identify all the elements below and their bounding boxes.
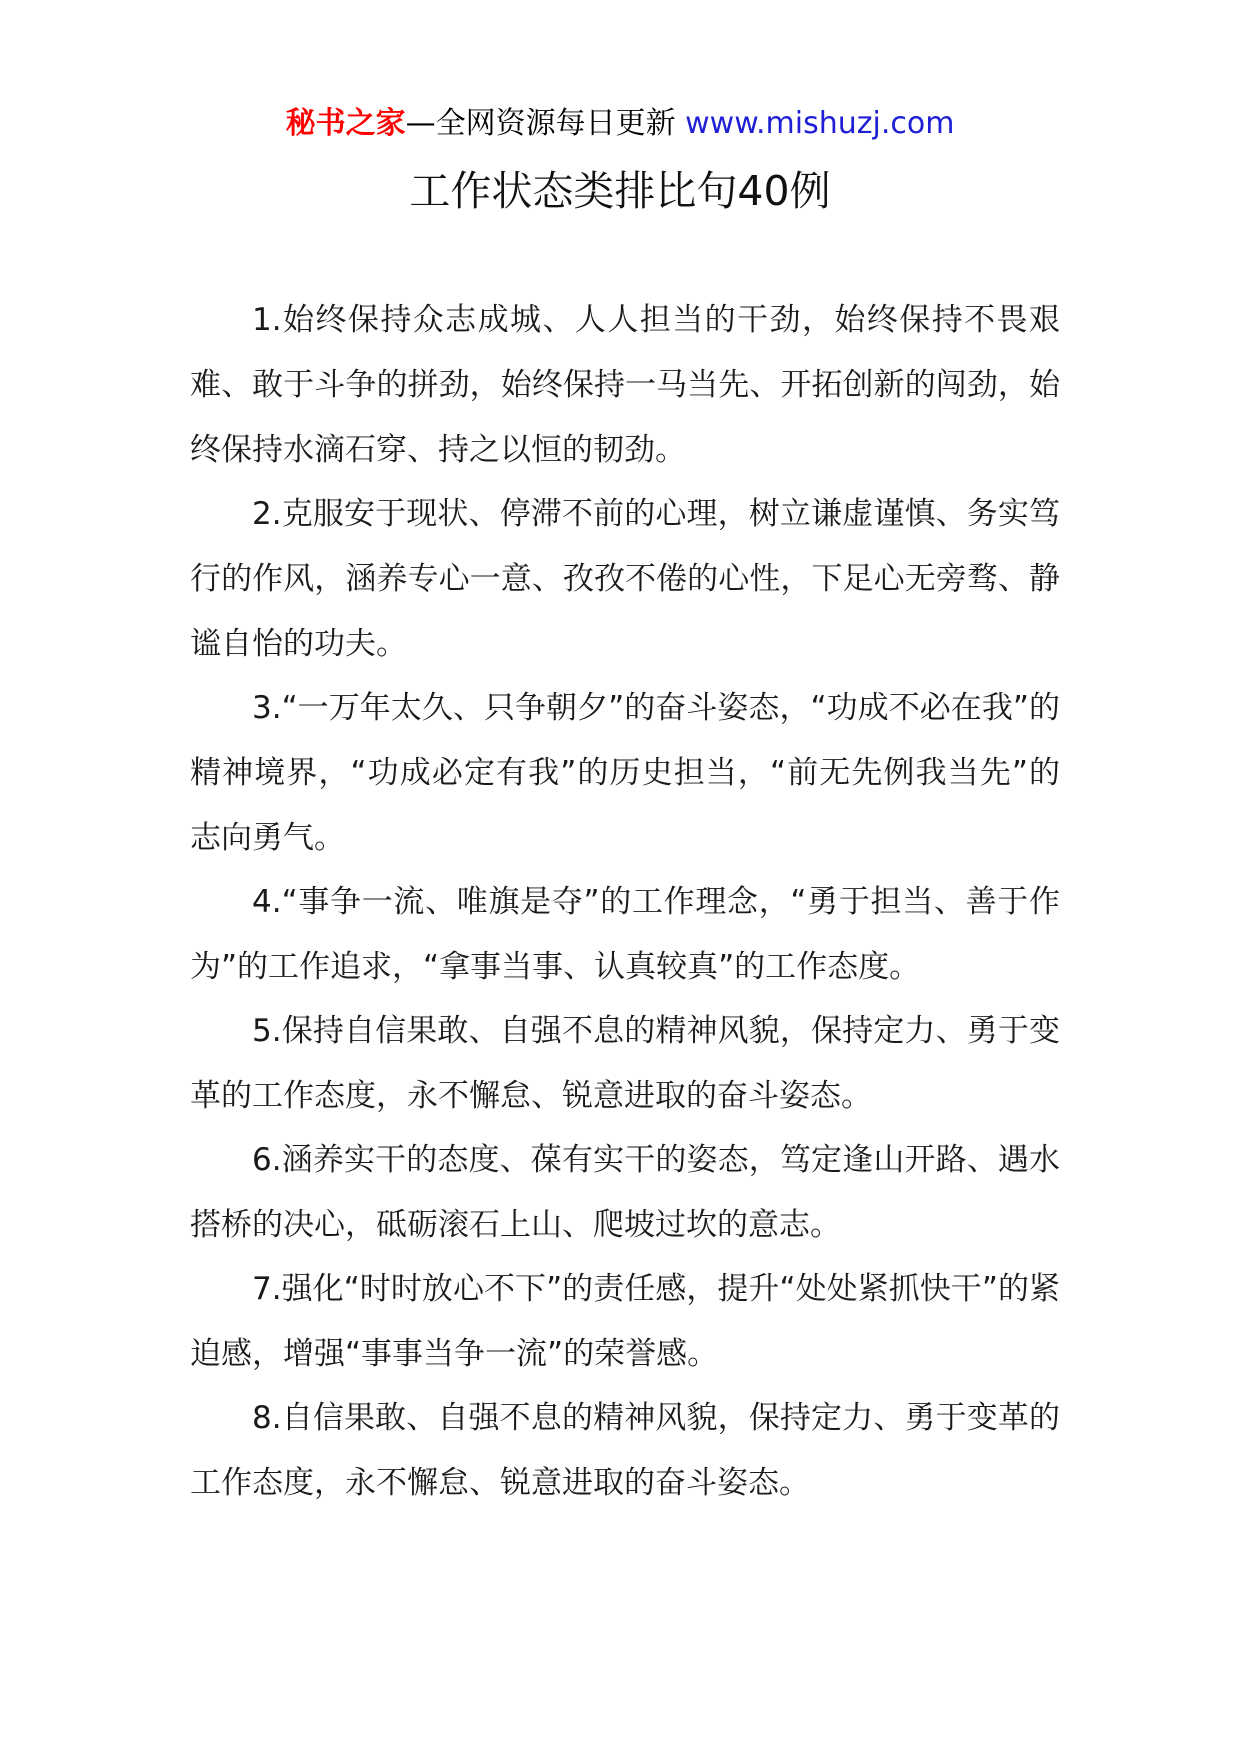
site-name: 秘书之家 xyxy=(285,106,406,141)
paragraph-1: 1.始终保持众志成城、人人担当的干劲，始终保持不畏艰难、敢于斗争的拼劲，始终保持一马当先、开拓创新的闯劲，始终保持水滴石穿、持之以恒的韧劲。 xyxy=(190,302,1060,468)
paragraph-2: 2.克服安于现状、停滞不前的心理，树立谦虚谨慎、务实笃行的作风，涵养专心一意、孜孜不倦的心性，下足心无旁骛、静谧自怡的功夫。 xyxy=(190,496,1060,662)
document-body xyxy=(190,288,1060,1515)
paragraph-6: 6.涵养实干的态度、葆有实干的姿态，笃定逢山开路、遇水搭桥的决心，砥砺滚石上山、爬坡过坎的意志。 xyxy=(190,1142,1060,1243)
paragraph-5: 5.保持自信果敢、自强不息的精神风貌，保持定力、勇于变革的工作态度，永不懈怠、锐意进取的奋斗姿态。 xyxy=(190,1013,1060,1114)
document-title: 工作状态类排比句40例 xyxy=(409,167,831,215)
paragraph-7: 7.强化“时时放心不下”的责任感，提升“处处紧抓快干”的紧迫感，增强“事事当争一流”的荣誉感。 xyxy=(190,1271,1060,1372)
site-url-link[interactable]: www.mishuzj.com xyxy=(685,106,955,141)
paragraph-4: 4.“事争一流、唯旗是夺”的工作理念，“勇于担当、善于作为”的工作追求，“拿事当事、认真较真”的工作态度。 xyxy=(190,884,1060,985)
site-slogan: —全网资源每日更新 xyxy=(405,106,686,141)
paragraph-3: 3.“一万年太久、只争朝夕”的奋斗姿态，“功成不必在我”的精神境界，“功成必定有我”的历史担当，“前无先例我当先”的志向勇气。 xyxy=(190,690,1060,856)
site-header xyxy=(0,104,1240,144)
paragraph-8: 8.自信果敢、自强不息的精神风貌，保持定力、勇于变革的工作态度，永不懈怠、锐意进取的奋斗姿态。 xyxy=(190,1400,1060,1501)
